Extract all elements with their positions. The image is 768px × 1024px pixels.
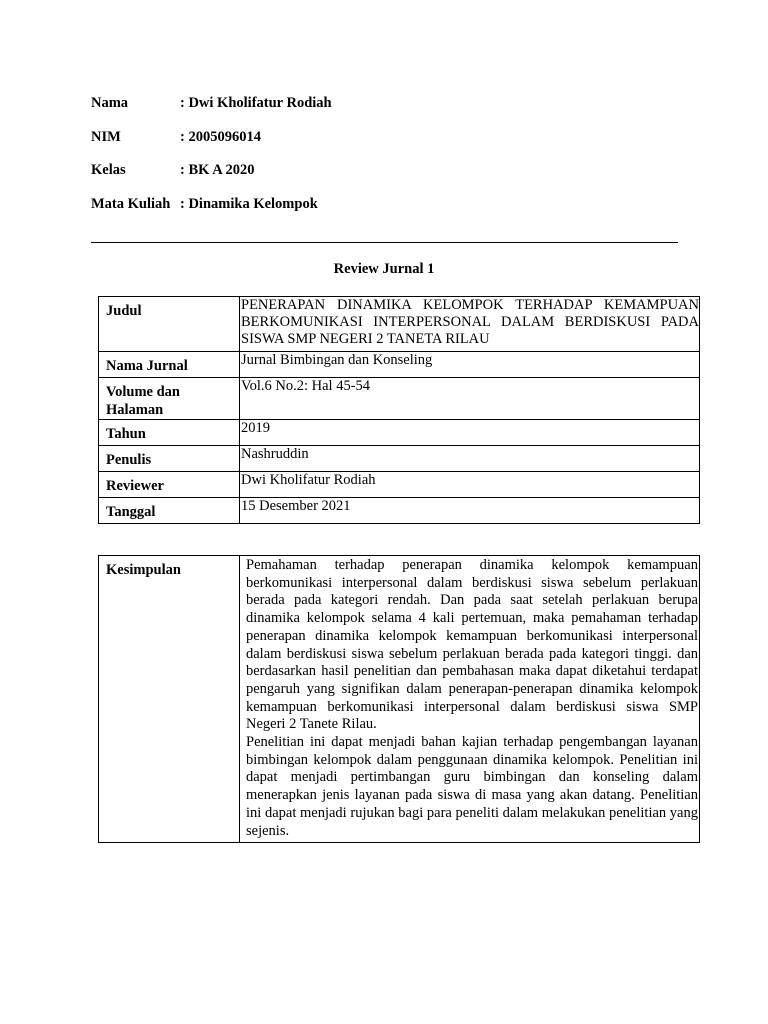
tanggal-label: Tanggal	[99, 498, 240, 524]
nim-row	[91, 128, 332, 162]
tahun-label: Tahun	[99, 420, 240, 446]
kesimpulan-row	[99, 556, 700, 843]
conclusion-table	[98, 555, 700, 843]
nama-jurnal-row	[99, 352, 700, 378]
penulis-row	[99, 446, 700, 472]
reviewer-row	[99, 472, 700, 498]
volume-label: Volume dan Halaman	[99, 378, 240, 420]
volume-row	[99, 378, 700, 420]
penulis-label: Penulis	[99, 446, 240, 472]
penulis-value: Nashruddin	[240, 446, 700, 472]
identity-block	[91, 94, 332, 228]
kesimpulan-label: Kesimpulan	[99, 556, 240, 843]
kesimpulan-paragraph-1: Pemahaman terhadap penerapan dinamika kelompok kemampuan berkomunikasi interpersonal dalam berdiskusi siswa sebelum perlakuan berada pada kategori rendah. Dan pada saat setelah perlakuan berupa dinamika kelompok selama 4 kali pertemuan, maka pemahaman terhadap penerapan dinamika kelompok kemampuan berkomunikasi interpersonal dalam berdiskusi siswa sebelum perlakuan berada pada kategori tinggi. dan berdasarkan hasil penelitian dan pembahasan maka dapat diketahui terdapat pengaruh yang signifikan dalam penerapan-penerapan dinamika kelompok kemampuan berkomunikasi interpersonal dalam berdiskusi siswa SMP Negeri 2 Tanete Rilau.	[246, 557, 698, 733]
kesimpulan-content	[240, 556, 700, 843]
volume-value: Vol.6 No.2: Hal 45-54	[240, 378, 700, 420]
judul-label: Judul	[99, 297, 240, 352]
tahun-value: 2019	[240, 420, 700, 446]
mata-kuliah-label: Mata Kuliah	[91, 195, 171, 212]
nama-row	[91, 94, 332, 128]
mata-kuliah-value: : Dinamika Kelompok	[180, 195, 318, 212]
nama-value: : Dwi Kholifatur Rodiah	[180, 95, 332, 111]
nim-value: : 2005096014	[180, 128, 261, 145]
journal-info-table	[98, 296, 700, 524]
nama-jurnal-label: Nama Jurnal	[99, 352, 240, 378]
reviewer-value: Dwi Kholifatur Rodiah	[240, 472, 700, 498]
kelas-label: Kelas	[91, 162, 126, 178]
judul-value: PENERAPAN DINAMIKA KELOMPOK TERHADAP KEMAMPUAN BERKOMUNIKASI INTERPERSONAL DALAM BERDISKUSI PADA SISWA SMP NEGERI 2 TANETA RILAU	[240, 297, 700, 352]
mata-kuliah-row	[91, 195, 332, 229]
review-title: Review Jurnal 1	[333, 261, 435, 277]
kelas-value: : BK A 2020	[180, 162, 255, 178]
kelas-row	[91, 161, 332, 195]
nim-label: NIM	[91, 128, 121, 145]
reviewer-label: Reviewer	[99, 472, 240, 498]
tanggal-value: 15 Desember 2021	[240, 498, 700, 524]
tanggal-row	[99, 498, 700, 524]
horizontal-divider	[91, 242, 678, 243]
nama-label: Nama	[91, 95, 129, 111]
judul-row	[99, 297, 700, 352]
nama-jurnal-value: Jurnal Bimbingan dan Konseling	[240, 352, 700, 378]
kesimpulan-paragraph-2: Penelitian ini dapat menjadi bahan kajian terhadap pengembangan layanan bimbingan kelompok dalam penggunaan dinamika kelompok. Penelitian ini dapat menjadi pertimbangan guru bimbingan dan konseling dalam menerapkan jenis layanan pada siswa di masa yang akan datang. Penelitian ini dapat menjadi rujukan bagi para peneliti dalam melakukan penelitian yang sejenis.	[246, 734, 698, 839]
tahun-row	[99, 420, 700, 446]
